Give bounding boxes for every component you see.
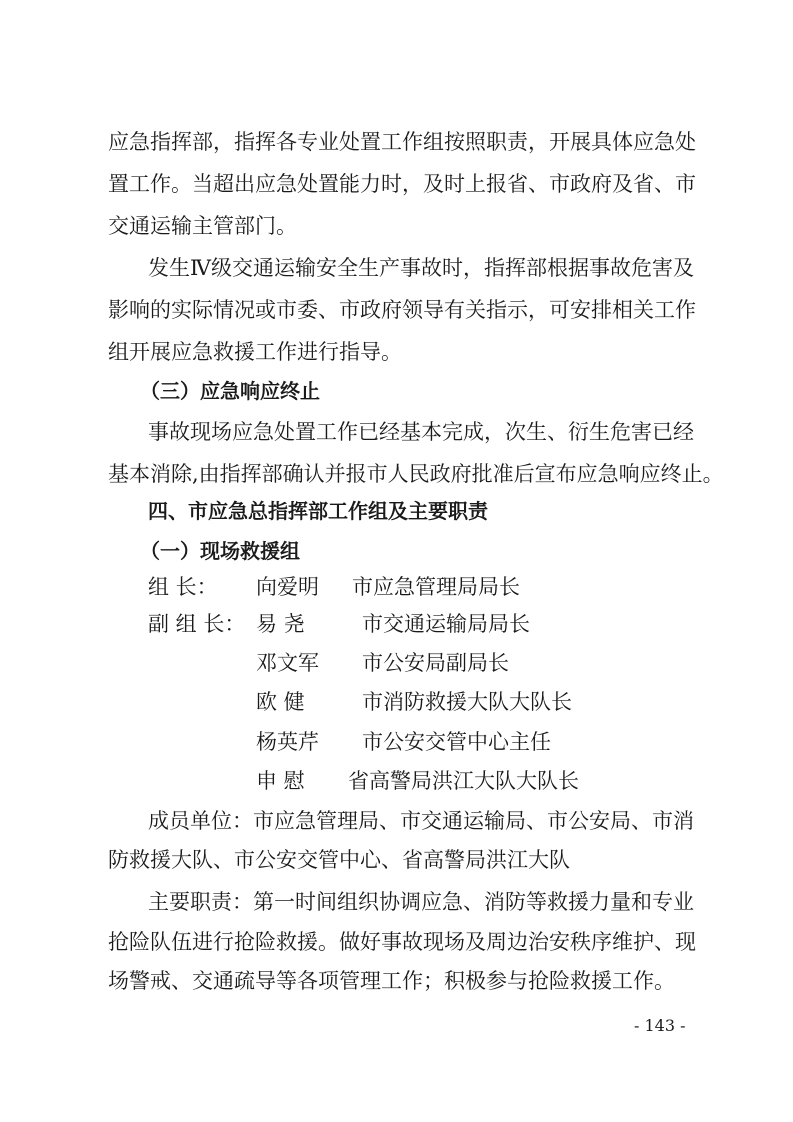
deputy-title: 市公安交管中心主任 [362,730,551,754]
paragraph-line: 抢险队伍进行抢险救援。做好事故现场及周边治安秩序维护、现 [108,930,696,954]
subsection-heading: （三）应急响应终止 [140,379,320,403]
section-heading: 四、市应急总指挥部工作组及主要职责 [148,499,488,523]
paragraph-line: 交通运输主管部门。 [108,214,297,238]
deputy-title: 市公安局副局长 [362,651,509,675]
deputy-name: 杨英芹 [256,730,319,754]
deputy-name: 申 慰 [256,769,305,793]
deputy-title: 市交通运输局局长 [362,612,530,636]
deputy-title: 省高警局洪江大队大队长 [348,769,579,793]
leader-name: 向爱明 [256,575,319,599]
paragraph-line: 基本消除,由指挥部确认并报市人民政府批准后宣布应急响应终止。 [108,462,724,486]
paragraph-line: 应急指挥部，指挥各专业处置工作组按照职责，开展具体应急处 [108,130,696,154]
deputy-name: 欧 健 [256,690,305,714]
paragraph-line: 防救援大队、市公安交管中心、省高警局洪江大队 [108,848,570,872]
paragraph-line: 成员单位：市应急管理局、市交通运输局、市公安局、市消 [148,809,694,833]
deputy-name: 邓文军 [256,651,319,675]
subsection-heading: （一）现场救援组 [140,539,300,563]
paragraph-line: 组开展应急救援工作进行指导。 [108,340,402,364]
paragraph-line: 主要职责：第一时间组织协调应急、消防等救援力量和专业 [148,890,694,914]
deputy-name: 易 尧 [256,612,305,636]
paragraph-line: 影响的实际情况或市委、市政府领导有关指示，可安排相关工作 [108,298,696,322]
page-number: - 143 - [634,1016,686,1035]
deputy-title: 市消防救援大队大队长 [362,690,572,714]
paragraph-line: 置工作。当超出应急处置能力时，及时上报省、市政府及省、市 [108,172,696,196]
deputy-label: 副 组 长： [148,612,246,636]
paragraph-line: 事故现场应急处置工作已经基本完成，次生、衍生危害已经 [148,420,694,444]
leader-title: 市应急管理局局长 [352,575,520,599]
paragraph-line: 场警戒、交通疏导等各项管理工作；积极参与抢险救援工作。 [108,969,675,993]
leader-label: 组 长： [148,575,218,599]
paragraph-line: 发生Ⅳ级交通运输安全生产事故时，指挥部根据事故危害及 [148,256,694,280]
